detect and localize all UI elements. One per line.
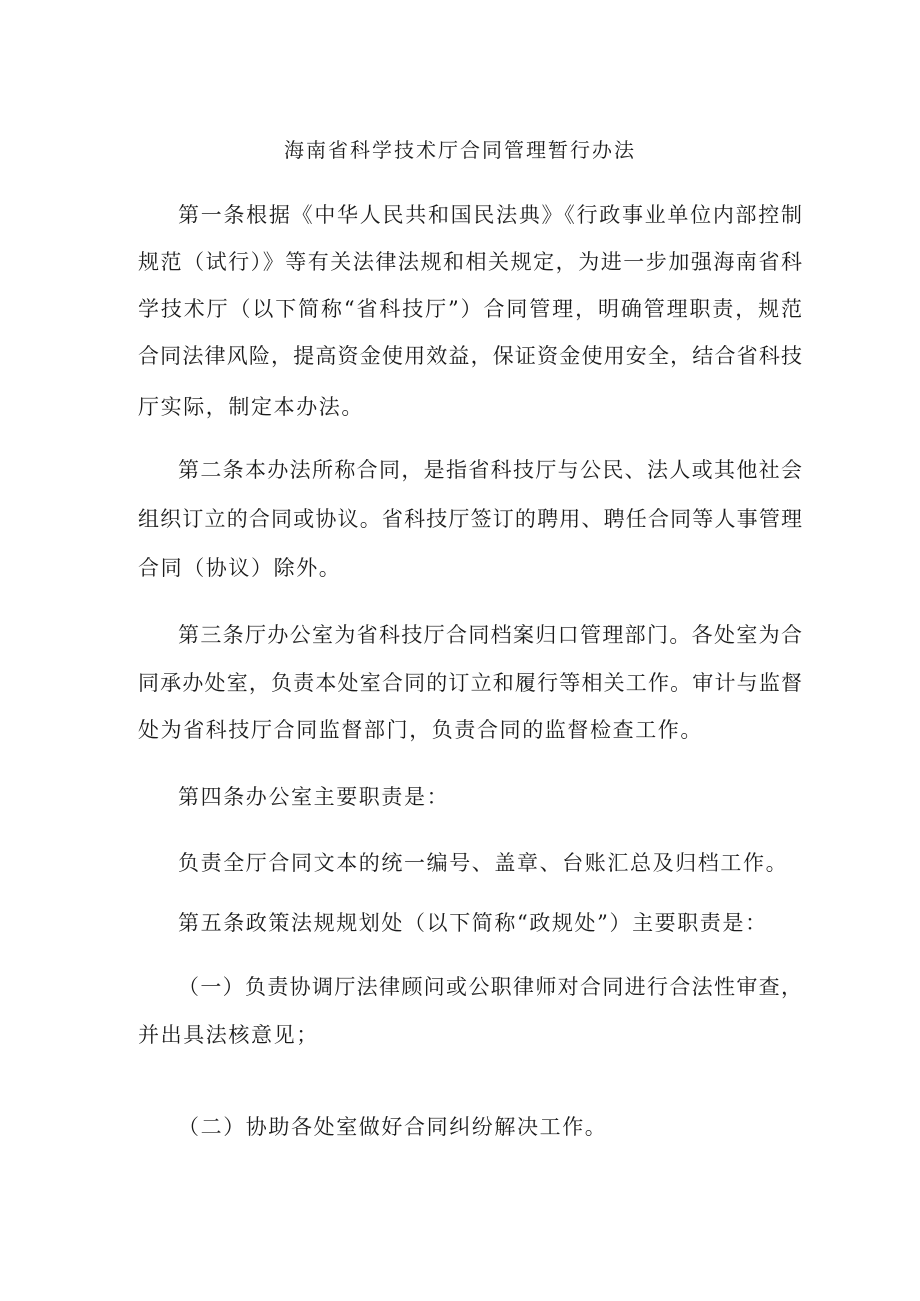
article-2-line-3: 合同（协议）除外。: [138, 556, 342, 580]
article-4-item: 负责全厅合同文本的统一编号、盖章、台账汇总及归档工作。: [178, 851, 789, 875]
article-1-line-5: 厅实际，制定本办法。: [138, 395, 364, 419]
article-4-heading: 第四条办公室主要职责是：: [178, 785, 450, 809]
article-1-line-4: 合同法律风险，提高资金使用效益，保证资金使用安全，结合省科技: [138, 344, 802, 368]
article-3-line-3: 处为省科技厅合同监督部门，负责合同的监督检查工作。: [138, 718, 703, 742]
article-1-line-2: 规范（试行）》等有关法律法规和相关规定，为进一步加强海南省科: [138, 250, 802, 274]
article-1-line-3: 学技术厅（以下简称“省科技厅”）合同管理，明确管理职责，规范: [138, 297, 802, 321]
article-5-item-2: （二）协助各处室做好合同纠纷解决工作。: [178, 1115, 608, 1139]
article-2-line-2: 组织订立的合同或协议。省科技厅签订的聘用、聘任合同等人事管理: [138, 507, 802, 531]
article-5-item-1-line-2: 并出具法核意见；: [138, 1023, 319, 1047]
article-1-line-1: 第一条根据《中华人民共和国民法典》《行政事业单位内部控制: [178, 203, 802, 227]
article-3-line-1: 第三条厅办公室为省科技厅合同档案归口管理部门。各处室为合: [178, 623, 802, 647]
article-2-line-1: 第二条本办法所称合同，是指省科技厅与公民、法人或其他社会: [178, 458, 802, 482]
article-5-heading: 第五条政策法规规划处（以下简称“政规处”）主要职责是：: [178, 911, 768, 935]
article-3-line-2: 同承办处室，负责本处室合同的订立和履行等相关工作。审计与监督: [138, 671, 802, 695]
article-5-item-1-line-1: （一）负责协调厅法律顾问或公职律师对合同进行合法性审查，: [178, 975, 802, 999]
document-title: 海南省科学技术厅合同管理暂行办法: [284, 138, 636, 162]
